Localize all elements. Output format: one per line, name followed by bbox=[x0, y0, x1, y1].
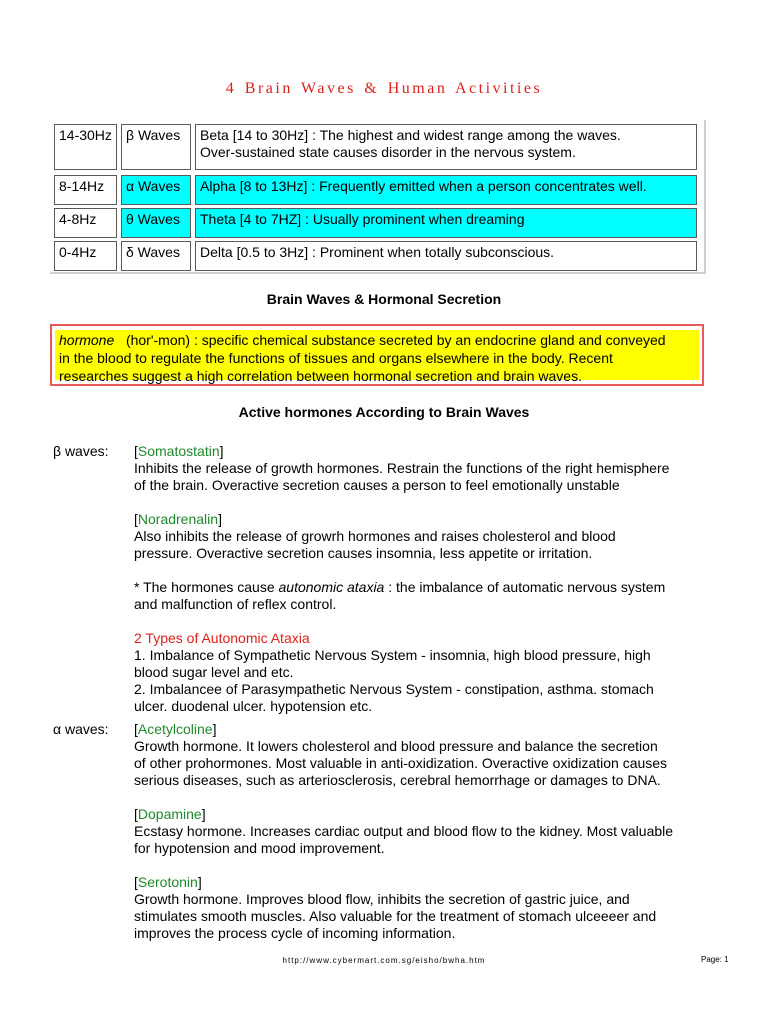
wave-description-line: Delta [0.5 to 3Hz] : Prominent when totally subconscious. bbox=[200, 244, 555, 260]
hormone-description-line: Inhibits the release of growth hormones. Restrain the functions of the right hemisphere bbox=[134, 460, 670, 476]
alpha-waves-label: α waves: bbox=[53, 721, 109, 737]
hormone-serotonin bbox=[134, 874, 714, 942]
definition-term: hormone bbox=[59, 332, 115, 348]
ataxia-item-line: ulcer. duodenal ulcer. hypotension etc. bbox=[134, 698, 373, 714]
hormone-name-text: Noradrenalin bbox=[137, 511, 219, 527]
wave-name-cell: α Waves bbox=[121, 175, 191, 205]
freq-cell: 4-8Hz bbox=[54, 208, 117, 238]
wave-description-cell bbox=[195, 124, 697, 170]
hormone-description-line: serious diseases, such as arteriosclerosis, cerebral hemorrhage or damages to DNA. bbox=[134, 772, 661, 788]
wave-description-cell bbox=[195, 208, 697, 238]
freq-cell: 8-14Hz bbox=[54, 175, 117, 205]
freq-cell: 14-30Hz bbox=[54, 124, 117, 170]
hormone-noradrenalin bbox=[134, 511, 714, 562]
hormone-description-line: Also inhibits the release of growrh hormones and raises cholesterol and blood bbox=[134, 528, 616, 544]
wave-description-line: Alpha [8 to 13Hz] : Frequently emitted when a person concentrates well. bbox=[200, 178, 647, 194]
definition-text: : specific chemical substance secreted by an endocrine gland and conveyed bbox=[190, 332, 666, 348]
wave-name-cell: θ Waves bbox=[121, 208, 191, 238]
hormone-description-line: Growth hormone. It lowers cholesterol and blood pressure and balance the secretion bbox=[134, 738, 658, 754]
ataxia-types bbox=[134, 630, 714, 715]
ataxia-item-line: blood sugar level and etc. bbox=[134, 664, 294, 680]
hormone-definition-text bbox=[55, 330, 699, 384]
hormone-description-line: for hypotension and mood improvement. bbox=[134, 840, 385, 856]
hormone-somatostatin bbox=[134, 443, 714, 494]
hormone-name-text: Serotonin bbox=[137, 874, 198, 890]
hormone-name: [Noradrenalin] bbox=[134, 511, 222, 527]
hormone-name-text: Dopamine bbox=[137, 806, 202, 822]
wave-name-cell: δ Waves bbox=[121, 241, 191, 271]
ataxia-item-line: 2. Imbalancee of Parasympathetic Nervous System - constipation, asthma. stomach bbox=[134, 681, 654, 697]
note-line: and malfunction of reflex control. bbox=[134, 596, 337, 612]
ataxia-heading: 2 Types of Autonomic Ataxia bbox=[134, 630, 310, 646]
note-term: autonomic ataxia bbox=[278, 579, 385, 595]
note-line bbox=[134, 579, 714, 596]
page-number: Page: 1 bbox=[701, 955, 729, 964]
definition-pronunciation: (hor'-mon) bbox=[125, 332, 191, 348]
hormone-name: [Somatostatin] bbox=[134, 443, 224, 459]
hormone-name: [Dopamine] bbox=[134, 806, 206, 822]
hormone-definition-box bbox=[50, 324, 704, 386]
hormone-name: [Acetylcoline] bbox=[134, 721, 217, 737]
wave-name-cell: β Waves bbox=[121, 124, 191, 170]
section-title-active-hormones: Active hormones According to Brain Waves bbox=[238, 404, 530, 420]
definition-line: researches suggest a high correlation between hormonal secretion and brain waves. bbox=[59, 368, 582, 384]
wave-description-line: Theta [4 to 7HZ] : Usually prominent when dreaming bbox=[200, 211, 525, 227]
beta-waves-label: β waves: bbox=[53, 443, 109, 459]
hormone-acetylcoline bbox=[134, 721, 714, 789]
hormone-description-line: stimulates smooth muscles. Also valuable for the treatment of stomach ulceeeer and bbox=[134, 908, 657, 924]
hormone-description-line: Ecstasy hormone. Increases cardiac output and blood flow to the kidney. Most valuable bbox=[134, 823, 674, 839]
hormone-description-line: of other prohormones. Most valuable in anti-oxidization. Overactive oxidization causes bbox=[134, 755, 668, 771]
wave-description-cell bbox=[195, 175, 697, 205]
wave-description-line: Beta [14 to 30Hz] : The highest and widest range among the waves. bbox=[200, 127, 621, 143]
note-prefix: * The hormones cause bbox=[134, 579, 279, 595]
hormone-dopamine bbox=[134, 806, 714, 857]
freq-cell: 0-4Hz bbox=[54, 241, 117, 271]
hormone-description-line: pressure. Overactive secretion causes insomnia, less appetite or irritation. bbox=[134, 545, 593, 561]
hormone-description-line: of the brain. Overactive secretion causes a person to feel emotionally unstable bbox=[134, 477, 620, 493]
hormone-description-line: Growth hormone. Improves blood flow, inhibits the secretion of gastric juice, and bbox=[134, 891, 630, 907]
ataxia-item-line: 1. Imbalance of Sympathetic Nervous System - insomnia, high blood pressure, high bbox=[134, 647, 651, 663]
wave-description-line: Over-sustained state causes disorder in the nervous system. bbox=[200, 144, 576, 160]
hormone-description-line: improves the process cycle of incoming information. bbox=[134, 925, 456, 941]
hormone-name-text: Somatostatin bbox=[137, 443, 220, 459]
hormone-name: [Serotonin] bbox=[134, 874, 202, 890]
wave-description-cell bbox=[195, 241, 697, 271]
hormone-name-text: Acetylcoline bbox=[137, 721, 213, 737]
document-title: 4 Brain Waves & Human Activities bbox=[225, 80, 543, 97]
definition-line: in the blood to regulate the functions of tissues and organs elsewhere in the body. Recent bbox=[59, 350, 613, 366]
note-suffix: : the imbalance of automatic nervous system bbox=[384, 579, 666, 595]
autonomic-ataxia-note bbox=[134, 579, 714, 613]
footer-url: http://www.cybermart.com.sg/eisho/bwha.htm bbox=[282, 956, 486, 965]
section-title-hormonal-secretion: Brain Waves & Hormonal Secretion bbox=[266, 291, 502, 307]
definition-line bbox=[59, 331, 695, 349]
